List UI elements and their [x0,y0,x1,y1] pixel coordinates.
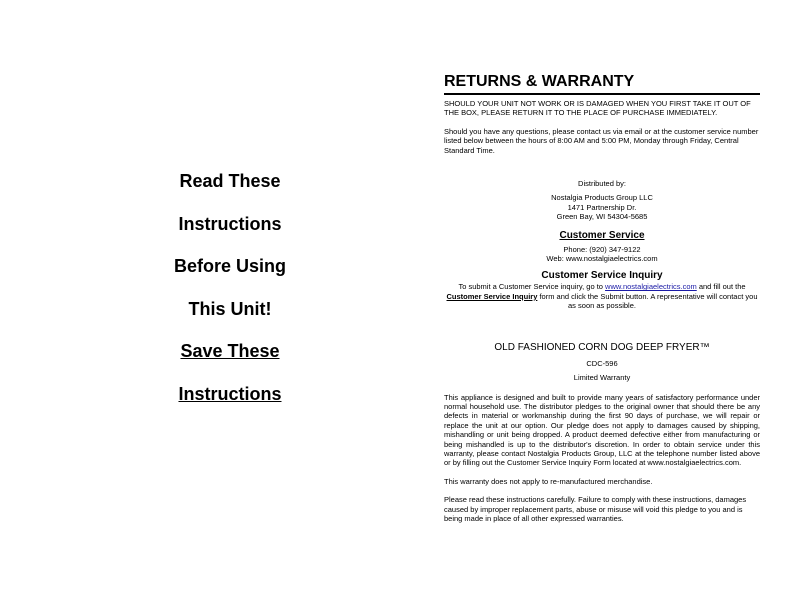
web-address: Web: www.nostalgiaelectrics.com [546,254,658,264]
inquiry-text-middle: and fill out the [696,282,746,292]
inquiry-form-name: Customer Service Inquiry [446,291,538,301]
city-address: Green Bay, WI 54304-5685 [556,212,648,222]
product-block [444,342,760,383]
save-these-line: Save These [180,341,280,361]
this-unit-line: This Unit! [188,298,272,319]
warranty-type: Limited Warranty [573,373,631,383]
phone-number: Phone: (920) 347-9122 [563,244,641,254]
read-these-line: Read These [179,171,281,191]
inquiry-text [444,282,760,310]
distributed-by-label: Distributed by: [578,179,626,189]
inquiry-text-start: To submit a Customer Service inquiry, go to [458,282,606,292]
company-name: Nostalgia Products Group LLC [551,193,653,203]
street-address: 1471 Partnership Dr. [567,202,637,212]
inquiry-heading: Customer Service Inquiry [541,270,663,282]
customer-service-heading: Customer Service [559,229,645,241]
nostalgia-website-link[interactable]: www.nostalgiaelectrics.com [605,282,697,292]
contact-hours-note: Should you have any questions, please contact us via email or at the customer service number listed below between the hours of 8:00 AM and 5:00 PM, Monday through Friday, Central Standard Time. [444,126,759,155]
returns-warranty-panel [444,73,760,523]
inquiry-text-end: form and click the Submit button. A representative will contact you as soon as possible. [537,291,758,311]
return-notice: SHOULD YOUR UNIT NOT WORK OR IS DAMAGED WHEN YOU FIRST TAKE IT OUT OF THE BOX, PLEASE RETURN IT TO THE PLACE OF PURCHASE IMMEDIATELY. [444,99,751,118]
save-instructions-line: Instructions [178,383,282,404]
model-number: CDC-596 [586,358,618,368]
product-name: OLD FASHIONED CORN DOG DEEP FRYER™ [494,341,710,353]
left-instructions-panel [130,160,330,415]
remanufactured-note: This warranty does not apply to re-manufactured merchandise. [444,476,653,486]
customer-service-block [444,230,760,264]
before-using-line: Before Using [173,256,287,276]
page-title: RETURNS & WARRANTY [444,73,760,95]
distributor-block [444,179,760,222]
final-note: Please read these instructions carefully. Failure to comply with these instructions, damages caused by improper replacement parts, abuse or misuse will void this pledge to you and is being made in place of all other expressed warranties. [444,495,747,523]
instructions-line: Instructions [178,213,282,234]
inquiry-block [444,270,760,310]
warranty-body: This appliance is designed and built to provide many years of satisfactory performance under normal household use. The distributor pledges to the original owner that should there be any defects in material or workmanship during the first 90 days of purchase, we will repair or replace the unit at our option. Our pledge does not apply to damages caused by shipping, mishandling or unit being dropped. A product deemed defective either from manufacturing or being mishandled is up to the distributor's discretion. In order to obtain service under this warranty, please contact Nostalgia Products Group, LLC at the telephone number listed above or by filling out the Customer Service Inquiry Form located at www.nostalgiaelectrics.com. [444,392,760,468]
